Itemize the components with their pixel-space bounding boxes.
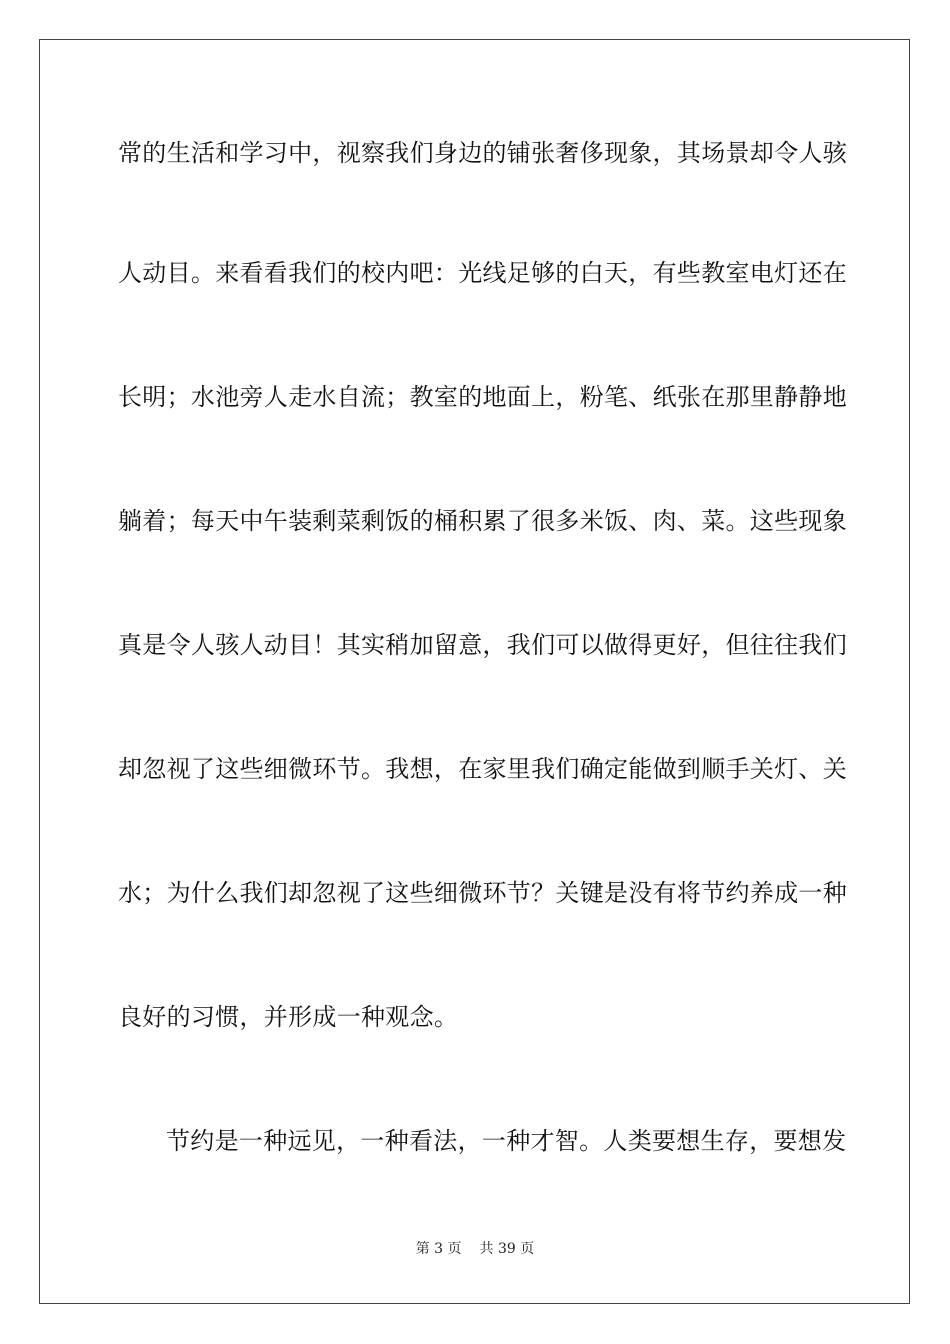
paragraph-line: 却忽视了这些细微环节。我想，在家里我们确定能做到顺手关灯、关 xyxy=(118,755,847,783)
page-border xyxy=(39,39,910,1304)
paragraph-line: 人动目。来看看我们的校内吧：光线足够的白天，有些教室电灯还在 xyxy=(118,259,847,287)
page-number: 第 3 页 xyxy=(415,1241,462,1257)
paragraph-line: 常的生活和学习中，视察我们身边的铺张奢侈现象，其场景却令人骇 xyxy=(118,139,847,167)
page-footer xyxy=(0,1240,950,1258)
paragraph-line: 良好的习惯，并形成一种观念。 xyxy=(118,1003,459,1031)
paragraph-line: 躺着；每天中午装剩菜剩饭的桶积累了很多米饭、肉、菜。这些现象 xyxy=(118,507,847,535)
paragraph-line: 真是令人骇人动目！其实稍加留意，我们可以做得更好，但往往我们 xyxy=(118,631,847,659)
paragraph-line: 水；为什么我们却忽视了这些细微环节？关键是没有将节约养成一种 xyxy=(118,879,847,907)
paragraph-line: 节约是一种远见，一种看法，一种才智。人类要想生存，要想发 xyxy=(166,1127,847,1155)
total-pages: 共 39 页 xyxy=(479,1241,535,1257)
paragraph-line: 长明；水池旁人走水自流；教室的地面上，粉笔、纸张在那里静静地 xyxy=(118,383,847,411)
